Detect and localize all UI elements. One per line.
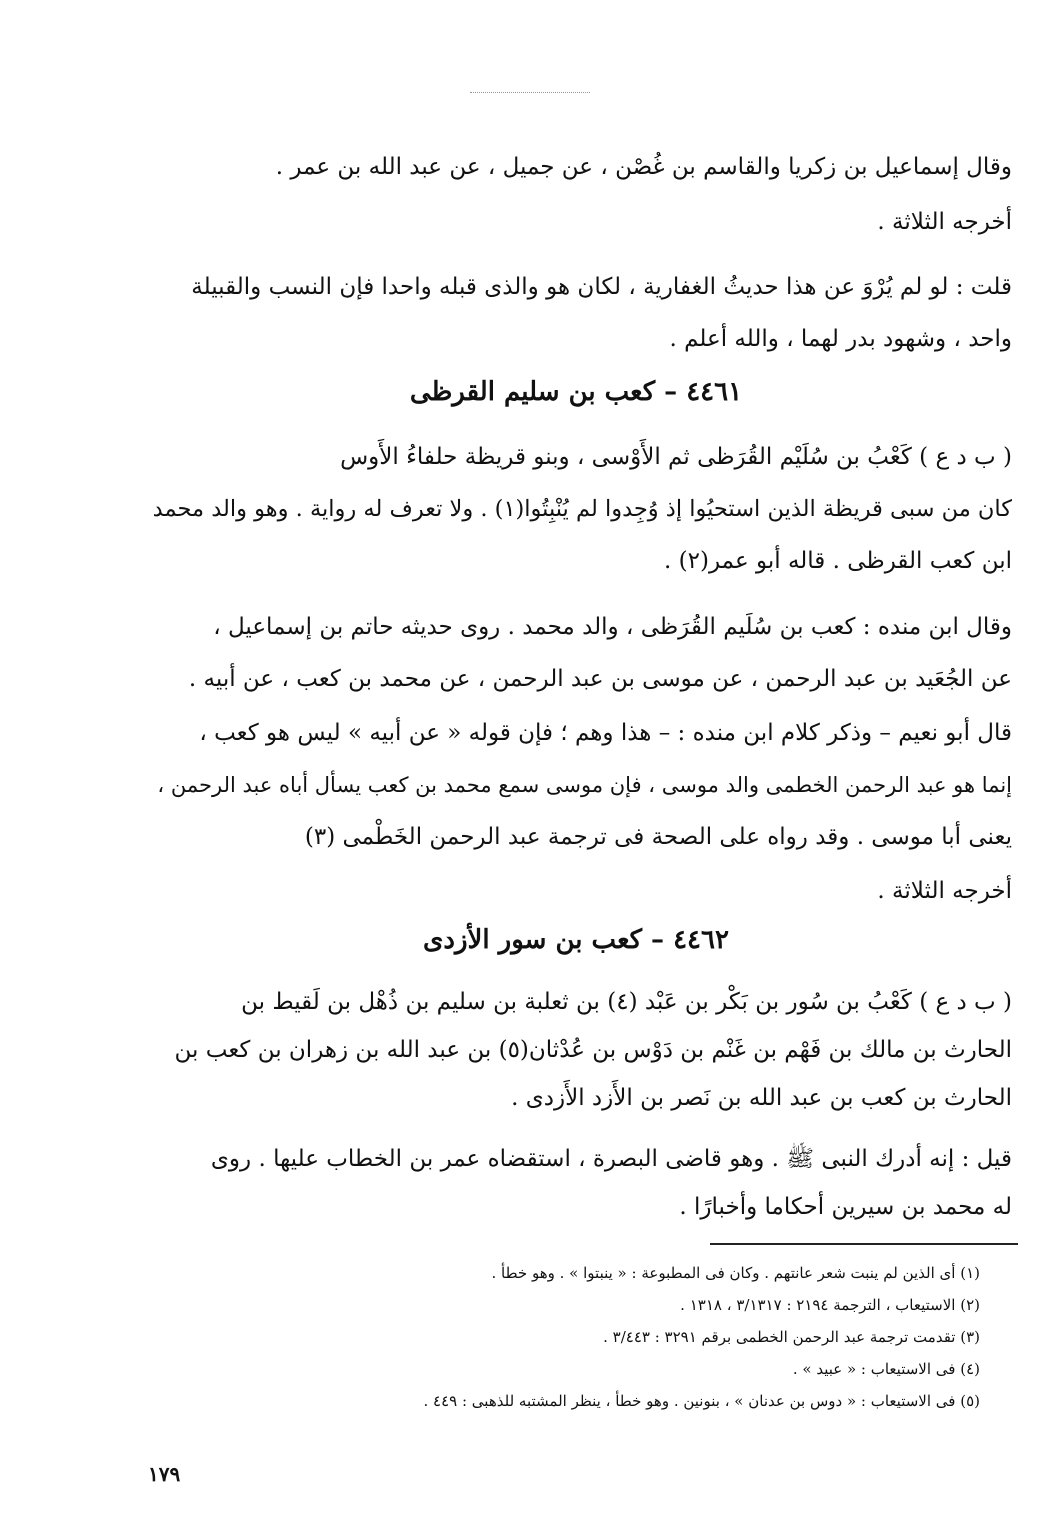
text-line: أخرجه الثلاثة . <box>877 209 1012 235</box>
text-line: كان من سبى قريظة الذين استحيُوا إذ وُجِدوا لم يُنْبِتُوا(١) . ولا تعرف له رواية . وهو والد محمد <box>152 496 1012 522</box>
text-line: ( ب د ع ) كَعْبُ بن سُلَيْم القُرَظى ثم الأَوْسى ، وبنو قريظة حلفاءُ الأَوس <box>340 444 1012 470</box>
text-line: أخرجه الثلاثة . <box>877 878 1012 904</box>
page-number: ١٧٩ <box>148 1462 181 1486</box>
entry-heading-4461: ٤٤٦١ – كعب بن سليم القرظى <box>409 377 743 407</box>
text-line: قلت : لو لم يُرْوَ عن هذا حديثُ الغفارية ، لكان هو والذى قبله واحدا فإن النسب والقبيلة <box>191 274 1012 300</box>
text-line: قيل : إنه أدرك النبى ﷺ . وهو قاضى البصرة ، استقضاه عمر بن الخطاب عليها . روى <box>210 1146 1012 1172</box>
footnote-3: (٣) تقدمت ترجمة عبد الرحمن الخطمى برقم ٣٢٩١ : ٣/٤٤٣ . <box>603 1328 980 1346</box>
text-line: وقال ابن منده : كعب بن سُلَيم القُرَظى ، والد محمد . روى حديثه حاتم بن إسماعيل ، <box>213 614 1012 640</box>
footnote-2: (٢) الاستيعاب ، الترجمة ٢١٩٤ : ٣/١٣١٧ ، ١٣١٨ . <box>680 1296 980 1314</box>
top-decorative-rule <box>470 92 590 93</box>
text-line: الحارث بن كعب بن عبد الله بن نَصر بن الأَزد الأَزدى . <box>511 1085 1012 1111</box>
footnote-5: (٥) فى الاستيعاب : « دوس بن عدنان » ، بنونين . وهو خطأ ، ينظر المشتبه للذهبى : ٤٤٩ . <box>423 1392 980 1410</box>
footnote-1: (١) أى الذين لم ينبت شعر عانتهم . وكان فى المطبوعة : « ينبتوا » . وهو خطأ . <box>491 1264 980 1282</box>
footnote-4: (٤) فى الاستيعاب : « عبيد » . <box>792 1360 980 1378</box>
text-line: يعنى أبا موسى . وقد رواه على الصحة فى ترجمة عبد الرحمن الخَطْمى (٣) <box>304 824 1012 850</box>
text-line: ( ب د ع ) كَعْبُ بن سُور بن بَكْر بن عَبْد (٤) بن ثعلبة بن سليم بن ذُهْل بن لَقيط بن <box>241 989 1012 1015</box>
text-line: إنما هو عبد الرحمن الخطمى والد موسى ، فإن موسى سمع محمد بن كعب يسأل أباه عبد الرحمن ، <box>157 773 1012 797</box>
text-line: ابن كعب القرظى . قاله أبو عمر(٢) . <box>664 548 1012 574</box>
entry-heading-4462: ٤٤٦٢ – كعب بن سور الأزدى <box>423 925 729 955</box>
text-line: عن الجُعَيد بن عبد الرحمن ، عن موسى بن عبد الرحمن ، عن محمد بن كعب ، عن أبيه . <box>188 666 1012 692</box>
text-line: الحارث بن مالك بن فَهْم بن غَنْم بن دَوْس بن عُدْثان(٥) بن عبد الله بن زهران بن كعب بن <box>174 1037 1012 1063</box>
footnote-separator <box>710 1243 1018 1245</box>
text-line: وقال إسماعيل بن زكريا والقاسم بن غُصْن ، عن جميل ، عن عبد الله بن عمر . <box>275 154 1012 180</box>
text-line: له محمد بن سيرين أحكاما وأخبارًا . <box>679 1194 1012 1220</box>
text-line: قال أبو نعيم – وذكر كلام ابن منده : – هذا وهم ؛ فإن قوله « عن أبيه » ليس هو كعب ، <box>199 720 1012 746</box>
text-line: واحد ، وشهود بدر لهما ، والله أعلم . <box>669 326 1012 352</box>
